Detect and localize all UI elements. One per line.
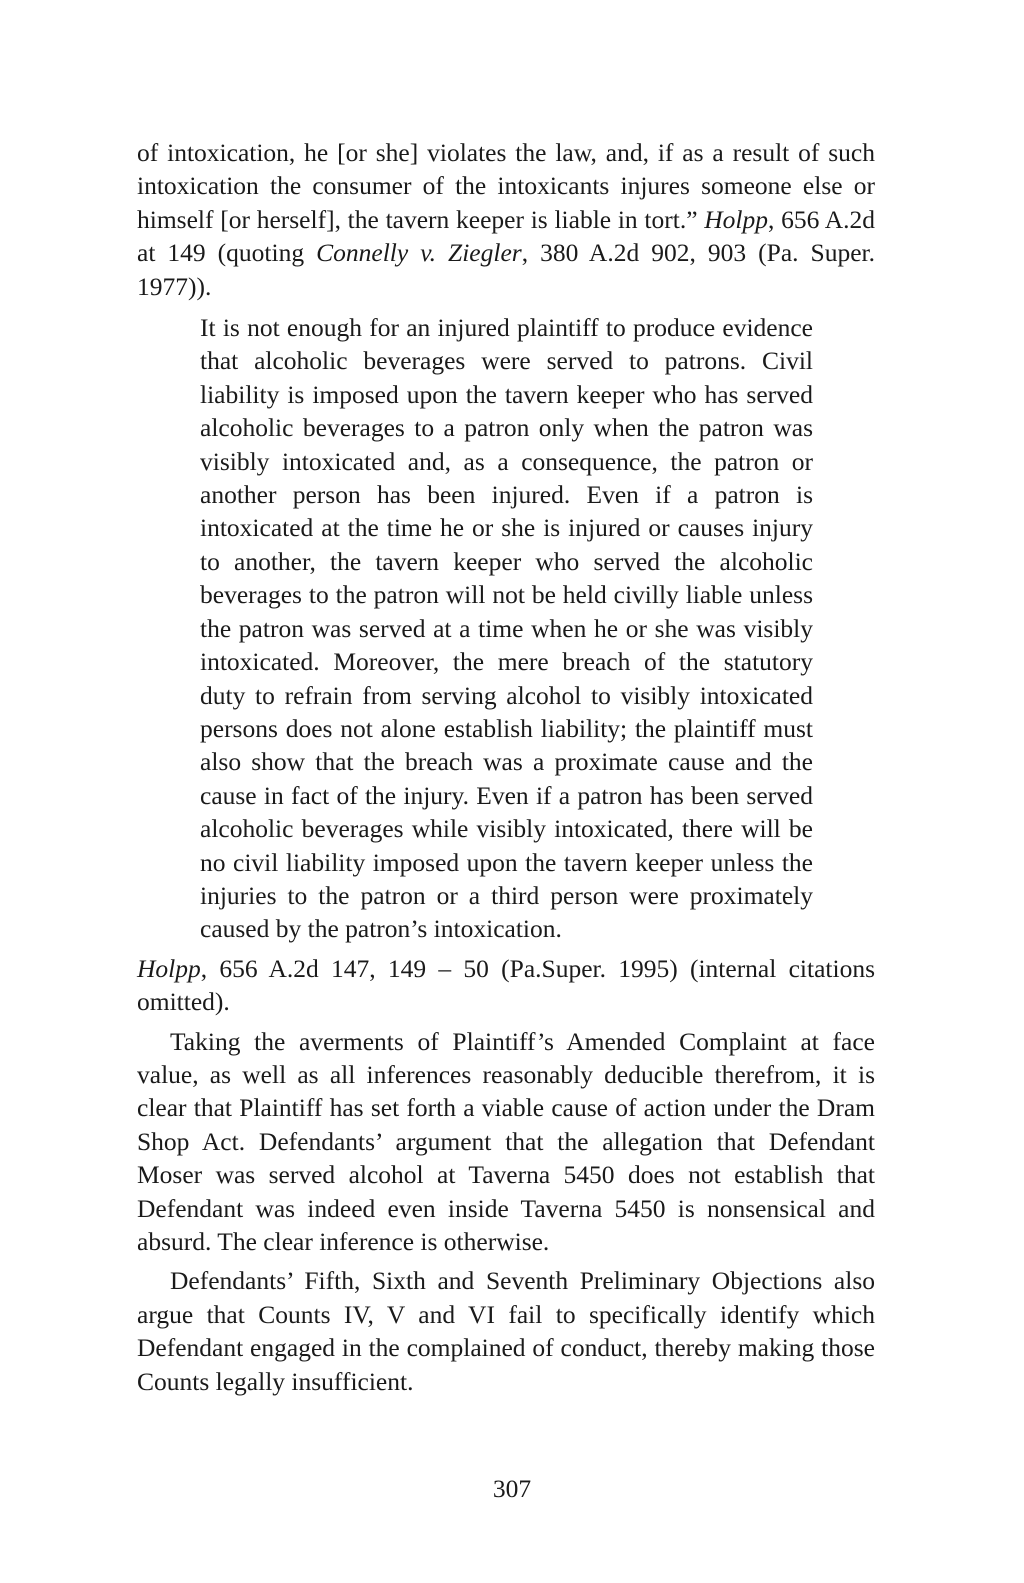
paragraph-continuation — [137, 136, 875, 303]
paragraph-preliminary-objections: Defendants’ Fifth, Sixth and Seventh Preliminary Objections also argue that Counts IV, V and VI fail to specifically identify which Defendant engaged in the complained of conduct, thereby making those Counts legally insufficient. — [137, 1266, 875, 1396]
page-number: 307 — [492, 1474, 532, 1503]
quote-citation — [137, 952, 875, 1019]
page-body — [137, 136, 875, 1398]
case-name-connelly: Connelly v. Ziegler — [316, 238, 522, 268]
paragraph-text: of intoxication, he [or she] violates the law, and, if as a result of such intoxication the consumer of the intoxicants injures someone else or himself [or herself], the tavern keeper is liable in tort.” — [137, 138, 875, 234]
paragraph-text: , 656 A.2d at 149 (quoting — [137, 204, 875, 268]
case-name-holpp: Holpp — [704, 204, 768, 234]
citation-text: , 656 A.2d 147, 149 – 50 (Pa.Super. 1995) (internal citations omitted). — [137, 953, 875, 1017]
paragraph-averments: Taking the averments of Plaintiff’s Amended Complaint at face value, as well as all inferences reasonably deducible therefrom, it is clear that Plaintiff has set forth a viable cause of action under the Dram Shop Act. Defendants’ argument that the allegation that Defendant Moser was served alcohol at Taverna 5450 does not establish that Defendant was indeed even inside Taverna 5450 is nonsensical and absurd. The clear inference is otherwise. — [137, 1026, 875, 1256]
case-name-holpp: Holpp — [137, 953, 201, 983]
block-quote: It is not enough for an injured plaintiff to produce evidence that alcoholic beverages were served to patrons. Civil liability is imposed upon the tavern keeper who has served alcoholic beverages to a patron only when the patron was visibly intoxicated and, as a consequence, the patron or another person has been injured. Even if a patron is intoxicated at the time he or she is injured or causes injury to another, the tavern keeper who served the alcoholic beverages to the patron will not be held civilly liable unless the patron was served at a time when he or she was visibly intoxicated. Moreover, the mere breach of the statutory duty to refrain from serving alcohol to visibly intoxicated persons does not alone establish liability; the plaintiff must also show that the breach was a proximate cause and the cause in fact of the injury. Even if a patron has been served alcoholic beverages while visibly intoxicated, there will be no civil liability imposed upon the tavern keeper unless the injuries to the patron or a third person were proximately caused by the patron’s intoxication. — [200, 313, 813, 944]
paragraph-text: , 380 A.2d 902, 903 (Pa. Super. 1977)). — [137, 238, 875, 301]
